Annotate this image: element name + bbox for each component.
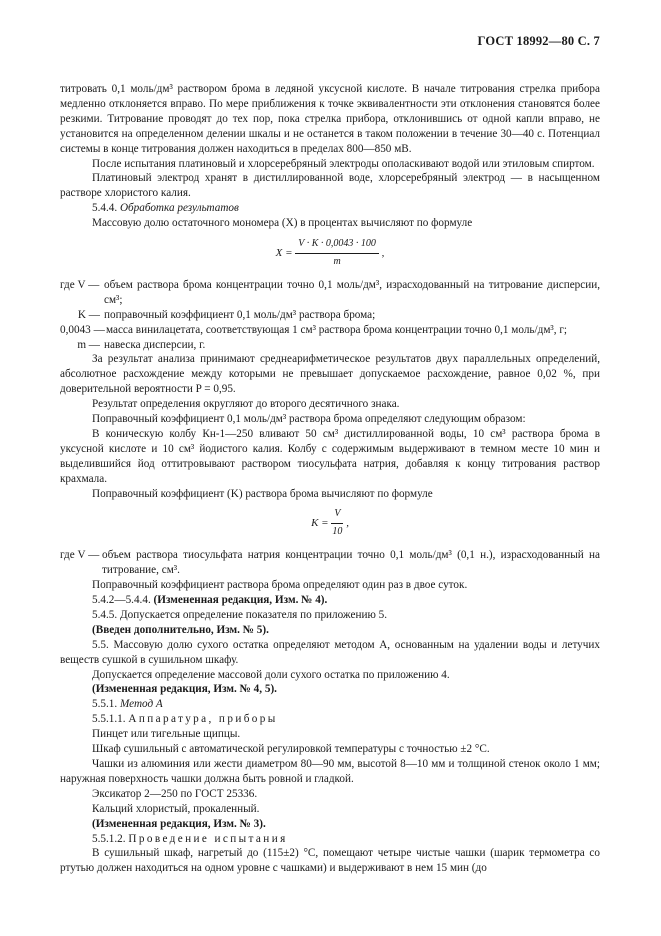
definition-symbol: K — <box>77 308 100 321</box>
paragraph: 5.4.5. Допускается определение показателя по приложению 5. <box>92 608 388 621</box>
paragraph: Чашки из алюминия или жести диаметром 80—90 мм, высотой 8—10 мм и толщиной стенок около 1 мм; наружная поверхность чашки должна быть ровной и гладкой. <box>60 757 600 785</box>
amendment-text: (Измененная редакция, Изм. № 4, 5). <box>92 683 277 696</box>
paragraph: 5.5. Массовую долю сухого остатка определяют методом А, основанным на удалении воды и летучих веществ сушкой в сушильном шкафу. <box>60 638 600 666</box>
paragraph: Поправочный коэффициент (K) раствора брома вычисляют по формуле <box>92 487 433 500</box>
definition-text: объем раствора брома концентрации точно 0,1 моль/дм³, израсходованный на титрование дисперсии, см³; <box>104 278 600 306</box>
paragraph: Эксикатор 2—250 по ГОСТ 25336. <box>92 787 258 800</box>
document-body <box>60 82 600 876</box>
amendment-text: (Введен дополнительно, Изм. № 5). <box>92 623 269 636</box>
section-heading <box>60 832 600 847</box>
definition-symbol: 0,0043 — <box>60 323 105 336</box>
paragraph: Допускается определение массовой доли сухого остатка по приложению 4. <box>92 668 450 681</box>
formula-tail: , <box>381 247 385 260</box>
paragraph: В коническую колбу Кн-1—250 вливают 50 см³ дистиллированной воды, 10 см³ раствора брома в уксусной кислоте и 10 см³ йодистого калия. Колбу с содержимым выдерживают в темном месте 10 мин и выделившийся йод оттитровывают раствором тиосульфата натрия, добавляя к концу титрования раствор крахмала. <box>60 427 600 485</box>
paragraph: В сушильный шкаф, нагретый до (115±2) °С, помещают четыре чистые чашки (шарик термометра со ртутью должен находиться на одном уровне с чашками) и выдерживают в нем 15 мин (до <box>60 847 600 875</box>
section-heading <box>60 201 600 216</box>
definition-text: навеска дисперсии, г. <box>104 338 206 351</box>
formula-correction-coefficient <box>60 507 600 540</box>
formula-fraction <box>331 507 343 540</box>
amendment-text: (Измененная редакция, Изм. № 4). <box>153 594 328 606</box>
definition-list <box>60 278 600 353</box>
formula-lhs: X = <box>275 247 293 260</box>
formula-numerator: V · K · 0,0043 · 100 <box>295 237 379 254</box>
section-number: 5.5.1.1. <box>92 713 126 726</box>
section-title: Метод А <box>119 698 163 711</box>
amendment-note <box>60 817 600 832</box>
amendment-note <box>60 623 600 638</box>
paragraph: Поправочный коэффициент 0,1 моль/дм³ раствора брома определяют следующим образом: <box>92 413 526 426</box>
definition-symbol: где V — <box>60 549 100 562</box>
formula-lhs: K = <box>311 517 329 530</box>
section-number: 5.5.1. <box>92 698 118 711</box>
formula-tail: , <box>346 517 349 530</box>
paragraph: Результат определения округляют до второго десятичного знака. <box>92 398 400 411</box>
formula-denominator: 10 <box>332 526 343 538</box>
section-heading <box>60 712 600 727</box>
formula-residual-monomer <box>60 237 600 270</box>
definition-item <box>60 323 600 338</box>
section-range: 5.4.2—5.4.4. <box>92 594 151 606</box>
definition-text: масса винилацетата, соответствующая 1 см³ раствора брома концентрации точно 0,1 моль/дм³, г; <box>106 323 568 336</box>
section-title: Аппаратура, приборы <box>128 713 278 726</box>
definition-item <box>60 548 600 578</box>
section-title: Обработка результатов <box>119 202 239 215</box>
formula-fraction <box>295 237 379 270</box>
paragraph: титровать 0,1 моль/дм³ раствором брома в ледяной уксусной кислоте. В начале титрования стрелка прибора медленно отклоняется вправо. По мере приближения к точке эквивалентности эти отклонения становятся более резкими. Титрование проводят до тех пор, пока стрелка прибора, отклонившись от одной капли вправо, не установится на определенном делении шкалы и не останется в таком положении в течение 30—40 с. Потенциал системы в конце титрования должен находиться в пределах 800—850 мВ. <box>60 83 600 155</box>
section-heading <box>60 697 600 712</box>
paragraph: Кальций хлористый, прокаленный. <box>92 802 260 815</box>
formula-denominator: m <box>333 255 341 267</box>
definition-symbol: где V — <box>60 278 100 291</box>
amendment-note <box>60 682 600 697</box>
paragraph: Массовую долю остаточного мономера (X) в процентах вычисляют по формуле <box>92 217 473 230</box>
paragraph: Поправочный коэффициент раствора брома определяют один раз в двое суток. <box>92 579 468 592</box>
definition-symbol: m — <box>77 338 100 351</box>
definition-text: объем раствора тиосульфата натрия концентрации точно 0,1 моль/дм³ (0,1 н.), израсходованный на титрование, см³. <box>102 549 600 577</box>
paragraph: Пинцет или тигельные щипцы. <box>92 728 241 741</box>
definition-item <box>60 338 600 353</box>
section-number: 5.4.4. <box>92 202 118 215</box>
formula-numerator: V <box>331 507 343 524</box>
section-title: Проведение испытания <box>128 832 288 845</box>
paragraph: Шкаф сушильный с автоматической регулировкой температуры с точностью ±2 °С. <box>92 743 490 756</box>
amendment-note <box>60 593 600 608</box>
section-number: 5.5.1.2. <box>92 832 126 845</box>
definition-text: поправочный коэффициент 0,1 моль/дм³ раствора брома; <box>104 308 376 321</box>
paragraph: За результат анализа принимают среднеарифметическое результатов двух параллельных определений, абсолютное расхождение между которыми не превышает допускаемое расхождение, равное 0,02 %, при доверительной вероятности P = 0,95. <box>60 353 600 396</box>
paragraph: После испытания платиновый и хлорсеребряный электроды ополаскивают водой или этиловым спиртом. <box>92 157 595 170</box>
amendment-text: (Измененная редакция, Изм. № 3). <box>92 817 266 830</box>
page-header: ГОСТ 18992—80 С. 7 <box>477 34 600 48</box>
definition-item <box>60 278 600 308</box>
paragraph: Платиновый электрод хранят в дистиллированной воде, хлорсеребряный электрод — в насыщенном растворе хлористого калия. <box>60 172 600 200</box>
definition-item <box>60 308 600 323</box>
